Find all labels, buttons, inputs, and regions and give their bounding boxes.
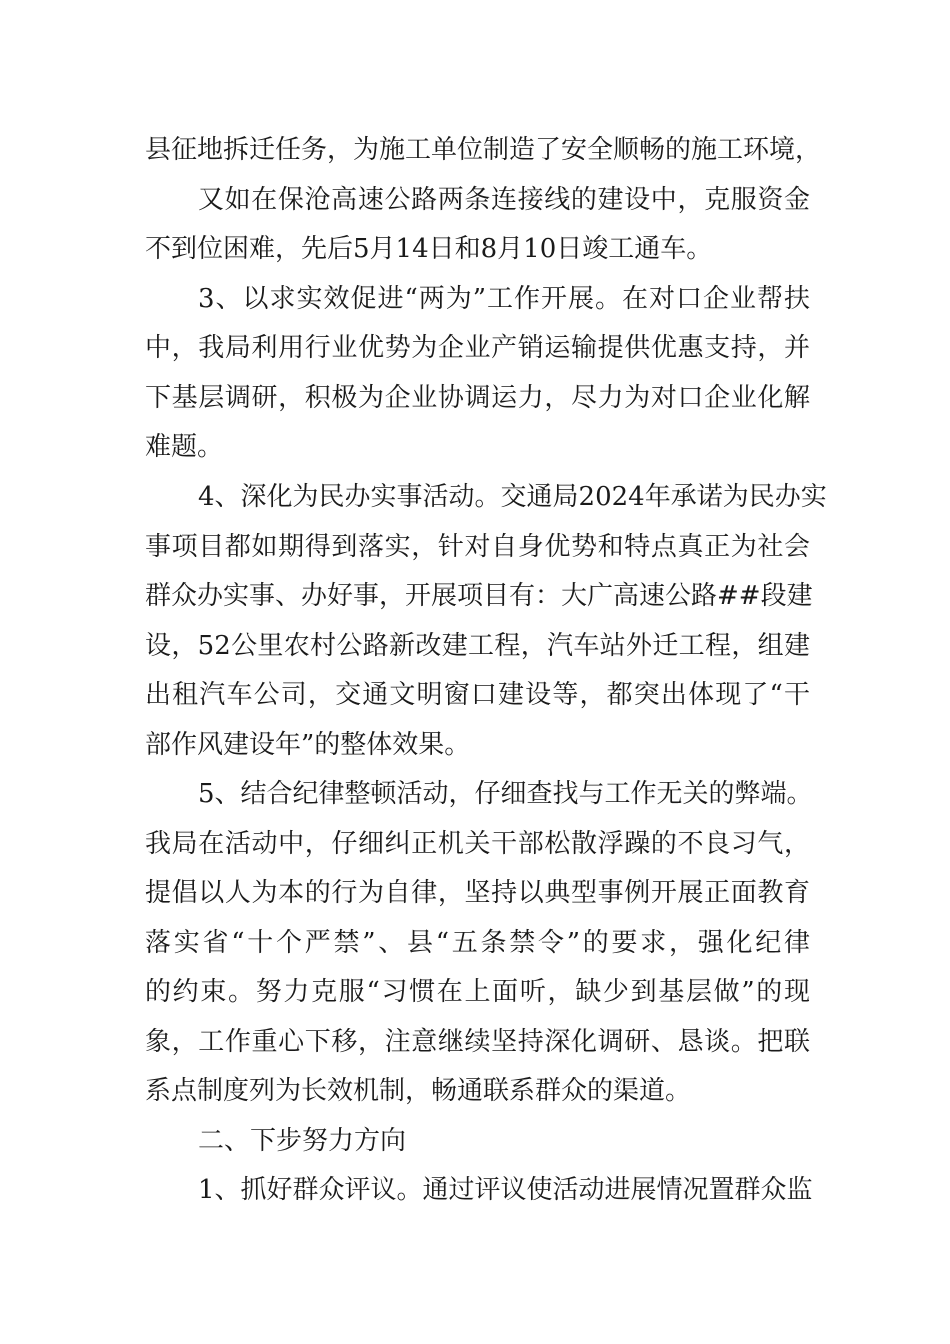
text-line: 提倡以人为本的行为自律，坚持以典型事例开展正面教育 <box>145 878 810 908</box>
text-line: 中，我局利用行业优势为企业产销运输提供优惠支持，并 <box>145 333 810 363</box>
text-line: 下基层调研，积极为企业协调运力，尽力为对口企业化解 <box>145 383 810 413</box>
text-line: 事项目都如期得到落实，针对自身优势和特点真正为社会 <box>145 532 810 562</box>
text-line: 难题。 <box>145 432 224 462</box>
text-line: 3、以求实效促进“两为”工作开展。在对口企业帮扶 <box>198 284 810 314</box>
text-line: 4、深化为民办实事活动。交通局2024年承诺为民办实 <box>198 482 827 512</box>
text-line: 又如在保沧高速公路两条连接线的建设中，克服资金 <box>198 185 810 215</box>
text-line: 象，工作重心下移，注意继续坚持深化调研、恳谈。把联 <box>145 1027 810 1057</box>
text-line: 5、结合纪律整顿活动，仔细查找与工作无关的弊端。 <box>198 779 813 809</box>
text-line: 系点制度列为长效机制，畅通联系群众的渠道。 <box>145 1076 692 1106</box>
text-line: 县征地拆迁任务，为施工单位制造了安全顺畅的施工环境， <box>145 135 822 165</box>
text-line: 1、抓好群众评议。通过评议使活动进展情况置群众监 <box>198 1175 813 1205</box>
text-line: 的约束。努力克服“习惯在上面听，缺少到基层做”的现 <box>145 977 810 1007</box>
section-heading: 二、下步努力方向 <box>198 1126 407 1156</box>
text-line: 群众办实事、办好事，开展项目有：大广高速公路##段建 <box>145 581 813 611</box>
text-line: 设，52公里农村公路新改建工程，汽车站外迁工程，组建 <box>145 631 810 661</box>
text-line: 落实省“十个严禁”、县“五条禁令”的要求，强化纪律 <box>145 928 810 958</box>
text-line: 部作风建设年”的整体效果。 <box>145 730 471 760</box>
text-line: 不到位困难，先后5月14日和8月10日竣工通车。 <box>145 234 713 264</box>
text-line: 出租汽车公司，交通文明窗口建设等，都突出体现了“干 <box>145 680 810 710</box>
text-line: 我局在活动中，仔细纠正机关干部松散浮躁的不良习气， <box>145 829 810 859</box>
